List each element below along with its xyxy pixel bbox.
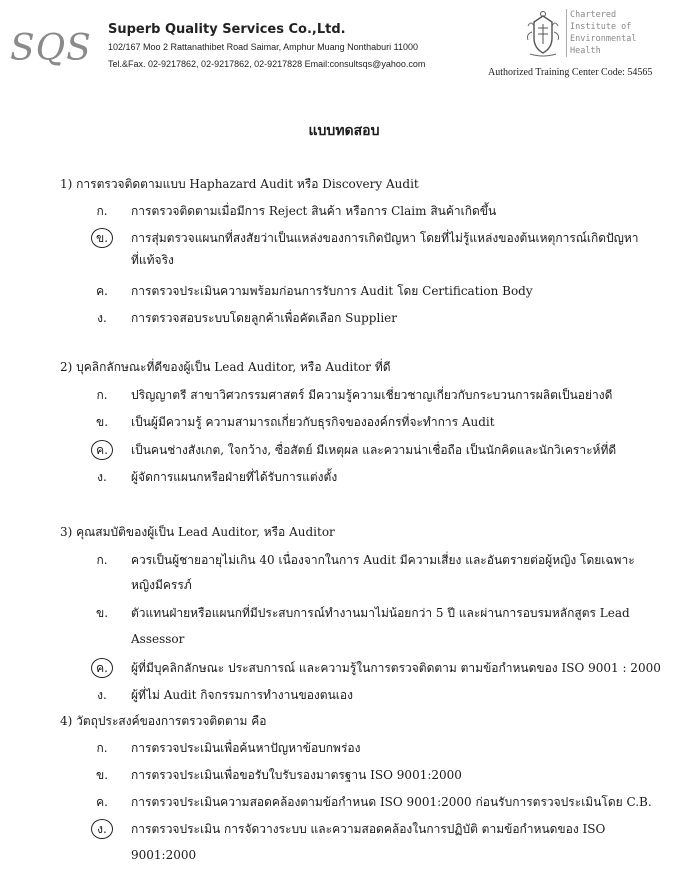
company-name: Superb Quality Services Co.,Ltd. — [108, 22, 346, 37]
question-1: 1) การตรวจติดตามแบบ Haphazard Audit หรือ Discovery Audit — [60, 177, 419, 191]
q4-option-c-letter[interactable]: ค. — [96, 795, 108, 809]
q2-option-d-text: ผู้จัดการแผนกหรือฝ่ายที่ได้รับการแต่งตั้ง — [131, 470, 338, 484]
cieh-crest-icon — [524, 10, 562, 58]
q2-option-a-text: ปริญญาตรี สาขาวิศวกรรมศาสตร์ มีความรู้ความเชี่ยวชาญเกี่ยวกับกระบวนการผลิตเป็นอย่างดี — [131, 388, 613, 402]
q1-option-b-letter-selected[interactable]: ข. — [91, 228, 113, 248]
q3-option-b-letter[interactable]: ข. — [95, 606, 109, 620]
q4-option-d-text-cont: 9001:2000 — [131, 848, 197, 862]
q1-option-d-letter[interactable]: ง. — [97, 311, 107, 325]
q3-option-b-text-cont: Assessor — [131, 632, 185, 646]
q3-option-a-text-cont: หญิงมีครรภ์ — [131, 578, 192, 592]
q3-option-d-letter[interactable]: ง. — [97, 688, 107, 702]
q1-option-c-letter[interactable]: ค. — [96, 284, 108, 298]
q1-option-c-text: การตรวจประเมินความพร้อมก่อนการรับการ Audit โดย Certification Body — [131, 284, 533, 298]
q3-option-b-text: ตัวแทนฝ่ายหรือแผนกที่มีประสบการณ์ทำงานมาไม่น้อยกว่า 5 ปี และผ่านการอบรมหลักสูตร Lead — [131, 606, 630, 620]
training-center-code: Authorized Training Center Code: 54565 — [488, 67, 653, 78]
sqs-logo: SQS — [10, 28, 92, 69]
company-address: 102/167 Moo 2 Rattanathibet Road Saimar, Amphur Muang Nonthaburi 11000 — [108, 42, 419, 52]
q1-option-a-letter[interactable]: ก. — [96, 204, 108, 218]
q2-option-a-letter[interactable]: ก. — [96, 388, 108, 402]
q4-option-b-text: การตรวจประเมินเพื่อขอรับใบรับรองมาตรฐาน ISO 9001:2000 — [131, 768, 462, 782]
q2-option-d-letter[interactable]: ง. — [97, 470, 107, 484]
q1-option-d-text: การตรวจสอบระบบโดยลูกค้าเพื่อคัดเลือก Supplier — [131, 311, 397, 325]
question-3: 3) คุณสมบัติของผู้เป็น Lead Auditor, หรือ Auditor — [60, 525, 335, 539]
q2-option-c-text: เป็นคนช่างสังเกต, ใจกว้าง, ซื่อสัตย์ มีเหตุผล และความน่าเชื่อถือ เป็นนักคิดและนักวิเคราะห์ที่ดี — [131, 443, 617, 457]
page-title: แบบทดสอบ — [308, 123, 380, 139]
q4-option-a-letter[interactable]: ก. — [96, 741, 108, 755]
q1-option-b-text-cont: ที่แท้จริง — [131, 253, 174, 267]
company-contact: Tel.&Fax. 02-9217862, 02-9217862, 02-9217828 Email:consultsqs@yahoo.com — [108, 59, 426, 69]
q1-option-b-text: การสุ่มตรวจแผนกที่สงสัยว่าเป็นแหล่งของการเกิดปัญหา โดยที่ไม่รู้แหล่งของต้นเหตุการณ์เกิดปัญหา — [131, 231, 639, 245]
q4-option-d-letter-selected[interactable]: ง. — [91, 819, 113, 839]
question-2: 2) บุคลิกลักษณะที่ดีของผู้เป็น Lead Auditor, หรือ Auditor ที่ดี — [60, 360, 391, 374]
q2-option-c-letter-selected[interactable]: ค. — [91, 440, 113, 460]
q2-option-b-letter[interactable]: ข. — [95, 415, 109, 429]
letterhead — [0, 0, 688, 92]
cieh-name: Chartered Institute of Environmental Health — [566, 9, 637, 57]
q1-option-a-text: การตรวจติดตามเมื่อมีการ Reject สินค้า หรือการ Claim สินค้าเกิดขึ้น — [131, 204, 497, 218]
q3-option-c-letter-selected[interactable]: ค. — [91, 658, 113, 678]
q3-option-a-letter[interactable]: ก. — [96, 553, 108, 567]
q3-option-c-text: ผู้ที่มีบุคลิกลักษณะ ประสบการณ์ และความรู้ในการตรวจติดตาม ตามข้อกำหนดของ ISO 9001 : 2000 — [131, 661, 661, 675]
q4-option-c-text: การตรวจประเมินความสอดคล้องตามข้อกำหนด ISO 9001:2000 ก่อนรับการตรวจประเมินโดย C.B. — [131, 795, 652, 809]
question-4: 4) วัตถุประสงค์ของการตรวจติดตาม คือ — [60, 714, 267, 728]
q3-option-d-text: ผู้ที่ไม่ Audit กิจกรรมการทำงานของตนเอง — [131, 688, 353, 702]
q4-option-b-letter[interactable]: ข. — [95, 768, 109, 782]
q4-option-a-text: การตรวจประเมินเพื่อค้นหาปัญหาข้อบกพร่อง — [131, 741, 361, 755]
q3-option-a-text: ควรเป็นผู้ชายอายุไม่เกิน 40 เนื่องจากในการ Audit มีความเสี่ยง และอันตรายต่อผู้หญิง โดยเฉพาะ — [131, 553, 635, 567]
q4-option-d-text: การตรวจประเมิน การจัดวางระบบ และความสอดคล้องในการปฏิบัติ ตามข้อกำหนดของ ISO — [131, 822, 606, 836]
q2-option-b-text: เป็นผู้มีความรู้ ความสามารถเกี่ยวกับธุรกิจขององค์กรที่จะทำการ Audit — [131, 415, 495, 429]
